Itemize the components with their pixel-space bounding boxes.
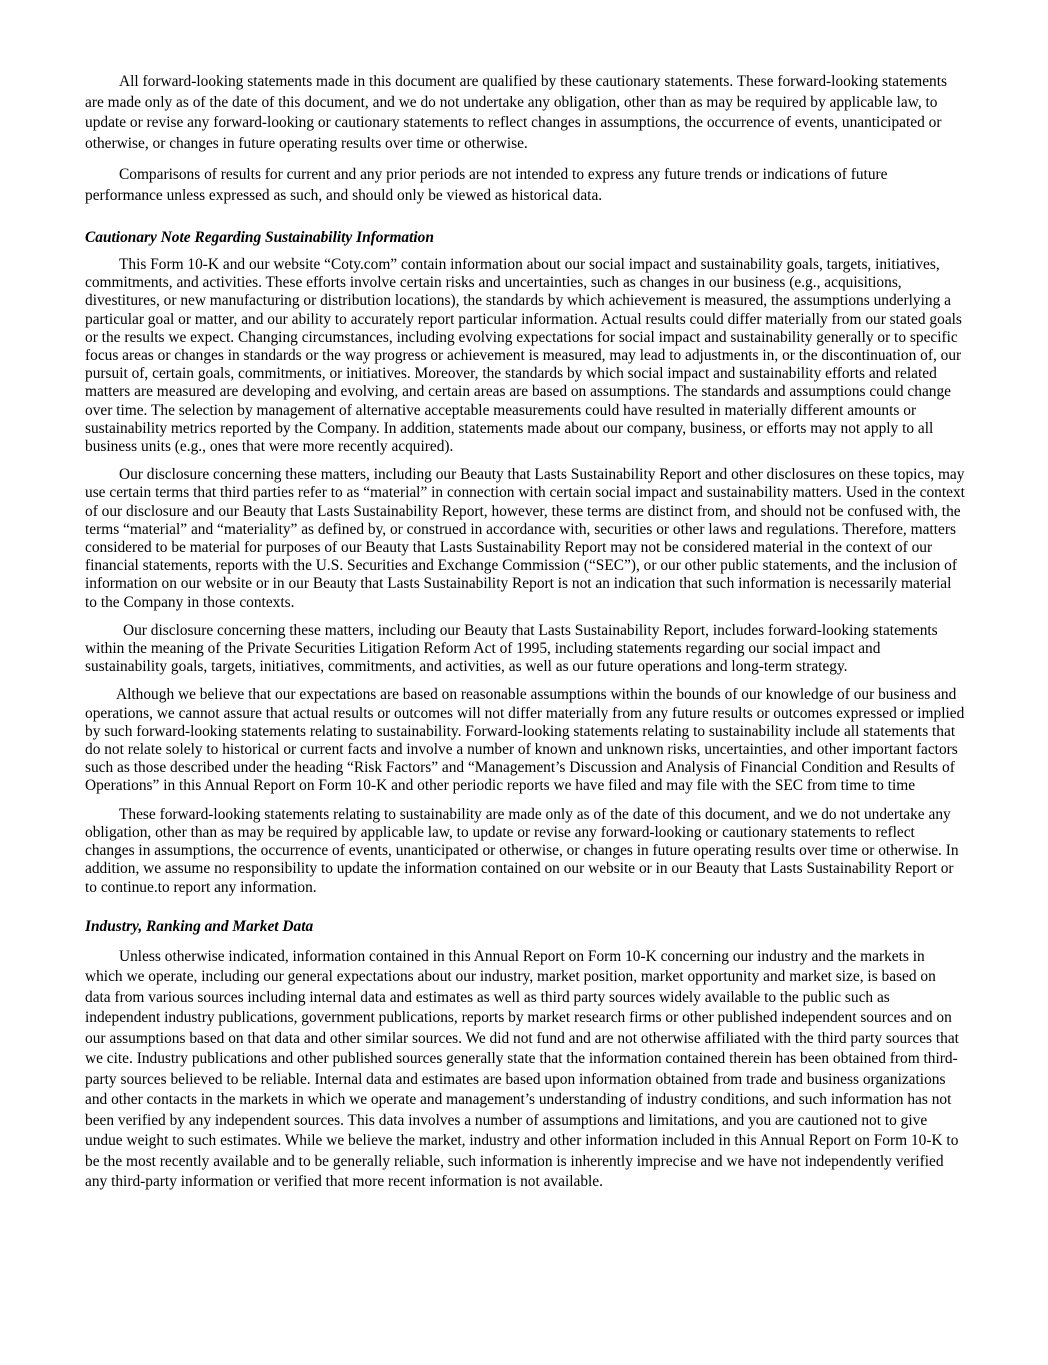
paragraph-forward-looking-qualification: All forward-looking statements made in this document are qualified by these cautionary statements. These forward-looking statements are made only as of the date of this document, and we do not undertake any obligation, other than as may be required by applicable law, to update or revise any forward-looking or cautionary statements to reflect changes in assumptions, the occurrence of events, unanticipated or otherwise, or changes in future operating results over time or otherwise. (85, 73, 948, 152)
document-page (85, 72, 965, 1204)
paragraph-sustainability-forward-looking: Our disclosure concerning these matters, including our Beauty that Lasts Sustainability Report, includes forward-looking statements within the meaning of the Private Securities Litigation Reform Act of 1995, including statements regarding our social impact and sustainability goals, targets, initiatives, commitments, and activities, as well as our future operations and long-term strategy. (85, 621, 938, 676)
paragraph-sustainability-material-terms: Our disclosure concerning these matters, including our Beauty that Lasts Sustainability Report and other disclosures on these topics, may use certain terms that third parties refer to as “material” in connection with certain social impact and sustainability matters. Used in the context of our disclosure and our Beauty that Lasts Sustainability Report, however, these terms are distinct from, and should not be confused with, the terms “material” and “materiality” as defined by, or construed in accordance with, securities or other laws and regulations. Therefore, matters considered to be material for purposes of our Beauty that Lasts Sustainability Report may not be considered material in the context of our financial statements, reports with the U.S. Securities and Exchange Commission (“SEC”), or our other public statements, and the inclusion of information on our website or in our Beauty that Lasts Sustainability Report is not an indication that such information is necessarily material to the Company in those contexts. (85, 466, 965, 611)
paragraph-industry-market-data: Unless otherwise indicated, information contained in this Annual Report on Form 10-K concerning our industry and the markets in which we operate, including our general expectations about our industry, market position, market opportunity and market size, is based on data from various sources including internal data and estimates as well as third party sources widely available to the public such as independent industry publications, government publications, reports by market research firms or other published independent sources and on our assumptions based on that data and other similar sources. We did not fund and are not otherwise affiliated with the third party sources that we cite. Industry publications and other published sources generally state that the information contained therein has been obtained from third-party sources believed to be reliable. Internal data and estimates are based upon information obtained from trade and business organizations and other contacts in the markets in which we operate and management’s understanding of industry conditions, and such information has not been verified by any independent sources. This data involves a number of assumptions and limitations, and you are cautioned not to give undue weight to such estimates. While we believe the market, industry and other information included in this Annual Report on Form 10-K to be the most recently available and to be generally reliable, such information is inherently imprecise and we have not independently verified any third-party information or verified that more recent information is not available. (85, 947, 959, 1191)
heading-industry-ranking-market-data: Industry, Ranking and Market Data (85, 917, 314, 935)
paragraph-comparisons-of-results: Comparisons of results for current and any prior periods are not intended to express any future trends or indications of future performance unless expressed as such, and should only be viewed as historical data. (85, 166, 888, 204)
paragraph-sustainability-no-obligation: These forward-looking statements relating to sustainability are made only as of the date of this document, and we do not undertake any obligation, other than as may be required by applicable law, to update or revise any forward-looking or cautionary statements to reflect changes in assumptions, the occurrence of events, unanticipated or otherwise, or changes in future operating results over time or otherwise. In addition, we assume no responsibility to update the information contained on our website or in our Beauty that Lasts Sustainability Report or to continue.to report any information. (85, 805, 959, 896)
paragraph-sustainability-expectations: Although we believe that our expectations are based on reasonable assumptions within the bounds of our knowledge of our business and operations, we cannot assure that actual results or outcomes will not differ materially from any future results or outcomes expressed or implied by such forward-looking statements relating to sustainability. Forward-looking statements relating to sustainability include all statements that do not relate solely to historical or current facts and involve a number of known and unknown risks, uncertainties, and other important factors such as those described under the heading “Risk Factors” and “Management’s Discussion and Analysis of Financial Condition and Results of Operations” in this Annual Report on Form 10-K and other periodic reports we have filed and may file with the SEC from time to time (85, 686, 965, 795)
heading-sustainability-cautionary-note: Cautionary Note Regarding Sustainability Information (85, 229, 434, 246)
paragraph-sustainability-form-10k: This Form 10-K and our website “Coty.com” contain information about our social impact and sustainability goals, targets, initiatives, commitments, and activities. These efforts involve certain risks and uncertainties, such as changes in our business (e.g., acquisitions, divestitures, or new manufacturing or distribution locations), the standards by which achievement is measured, the assumptions underlying a particular goal or matter, and our ability to accurately report particular information. Actual results could differ materially from our stated goals or the results we expect. Changing circumstances, including evolving expectations for social impact and sustainability generally or to specific focus areas or changes in standards or the way progress or achievement is measured, may lead to adjustments in, or the discontinuation of, our pursuit of, certain goals, commitments, or initiatives. Moreover, the standards by which social impact and sustainability efforts and related matters are measured are developing and evolving, and certain areas are based on assumptions. The standards and assumptions could change over time. The selection by management of alternative acceptable measurements could have resulted in materially different amounts or sustainability metrics reported by the Company. In addition, statements made about our company, business, or efforts may not apply to all business units (e.g., ones that were more recently acquired). (85, 256, 962, 456)
